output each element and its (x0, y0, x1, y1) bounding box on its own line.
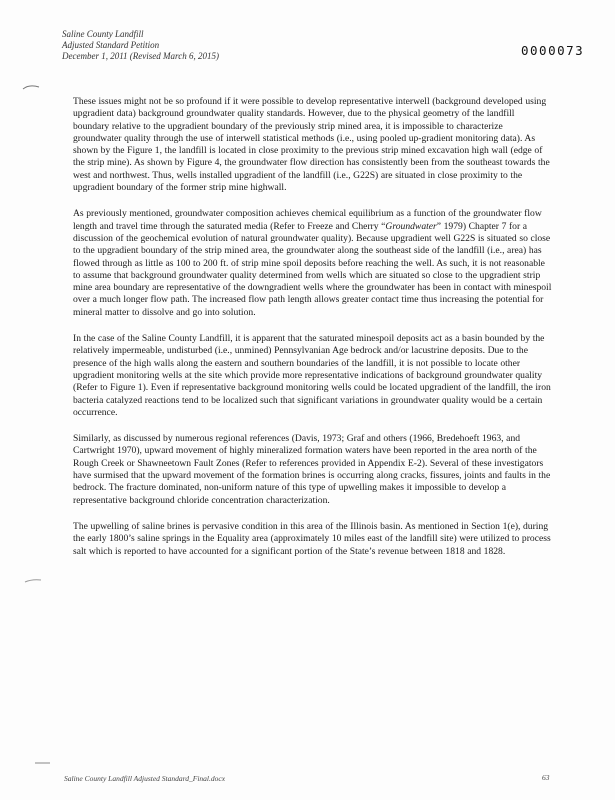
document-body (73, 96, 553, 572)
header-line-1: Saline County Landfill (62, 29, 144, 39)
paragraph-text: ” 1979) Chapter 7 for a discussion of the geochemical evolution of natural groundwater quality). Because upgradient well G22S is situated so close to the upgradient boundary of the strip mined area, the groundwater along the southeast side of the landfill (i.e., area) has flowed through as little as 100 to 200 ft. of strip mine spoil deposits before reaching the well. As such, it is not reasonable to assume that background groundwater quality determined from wells which are situated so close to the upgradient strip mine area boundary are representative of the downgradient wells where the groundwater has been in contact with minespoil over a much longer flow path. The increased flow path length allows greater contact time thus increasing the potential for mineral matter to dissolve and go into solution. (73, 220, 552, 318)
document-stamp-number: 0000073 (521, 43, 585, 58)
paragraph-regional-references: Similarly, as discussed by numerous regional references (Davis, 1973; Graf and others (1966, Bredehoeft 1963, and Cartwright 1970), upward movement of highly mineralized formation waters have been reported in the area north of the Rough Creek or Shawneetown Fault Zones (Refer to references provided in Appendix E-2). Several of these investigators have surmised that the upward movement of the formation brines is occurring along cracks, fissures, joints and faults in the bedrock. The fracture dominated, non-uniform nature of this type of upwelling makes it impossible to develop a representative background chloride concentration characterization. (73, 433, 551, 506)
paragraph-background-standards: These issues might not be so profound if it were possible to develop representative interwell (background developed using upgradient data) background groundwater quality standards. However, due to the physical geometry of the landfill boundary relative to the upgradient boundary of the previously strip mined area, it is impossible to characterize groundwater quality through the use of interwell statistical methods (i.e., using pooled up-gradient monitoring data). As shown by the Figure 1, the landfill is located in close proximity to the previous strip mined excavation high wall (edge of the strip mine). As shown by Figure 4, the groundwater flow direction has consistently been from the southeast towards the west and northwest. Thus, wells installed upgradient of the landfill (i.e., G22S) are situated in close proximity to the upgradient boundary of the former strip mine highwall. (73, 96, 550, 194)
header-line-2: Adjusted Standard Petition (62, 40, 160, 50)
paragraph-groundwater-composition (73, 208, 553, 319)
scan-mark-icon (34, 760, 52, 766)
scan-mark-icon (22, 84, 40, 90)
paragraph-saline-brines: The upwelling of saline brines is pervasive condition in this area of the Illinois basin. As mentioned in Section 1(e), during the early 1800’s saline springs in the Equality area (approximately 10 miles east of the landfill site) were utilized to process salt which is reported to have accounted for a significant portion of the State’s revenue between 1818 and 1828. (73, 520, 551, 557)
running-header (62, 29, 219, 62)
paragraph-text: As previously mentioned, groundwater composition achieves chemical equilibrium as a function of the groundwater flow length and travel time through the saturated media (Refer to Freeze and Cherry “ (73, 208, 542, 232)
paragraph-saline-county-basin: In the case of the Saline County Landfill, it is apparent that the saturated minespoil deposits act as a basin bounded by the relatively impermeable, undisturbed (i.e., unmined) Pennsylvanian Age bedrock and/or lacustrine deposits. Due to the presence of the high walls along the eastern and southern boundaries of the landfill, it is not possible to locate other upgradient monitoring wells at the site which provide more representative indications of background groundwater quality (Refer to Figure 1). Even if representative background monitoring wells could be located upgradient of the landfill, the iron bacteria catalyzed reactions tend to be localized such that significant variations in groundwater quality would be a certain occurrence. (73, 333, 551, 418)
footer-filename: Saline County Landfill Adjusted Standard_Final.docx (64, 774, 226, 783)
book-title: Groundwater (385, 220, 437, 232)
footer-page-number: 63 (542, 773, 550, 782)
scan-mark-icon (24, 578, 42, 584)
header-line-3: December 1, 2011 (Revised March 6, 2015) (62, 51, 219, 61)
